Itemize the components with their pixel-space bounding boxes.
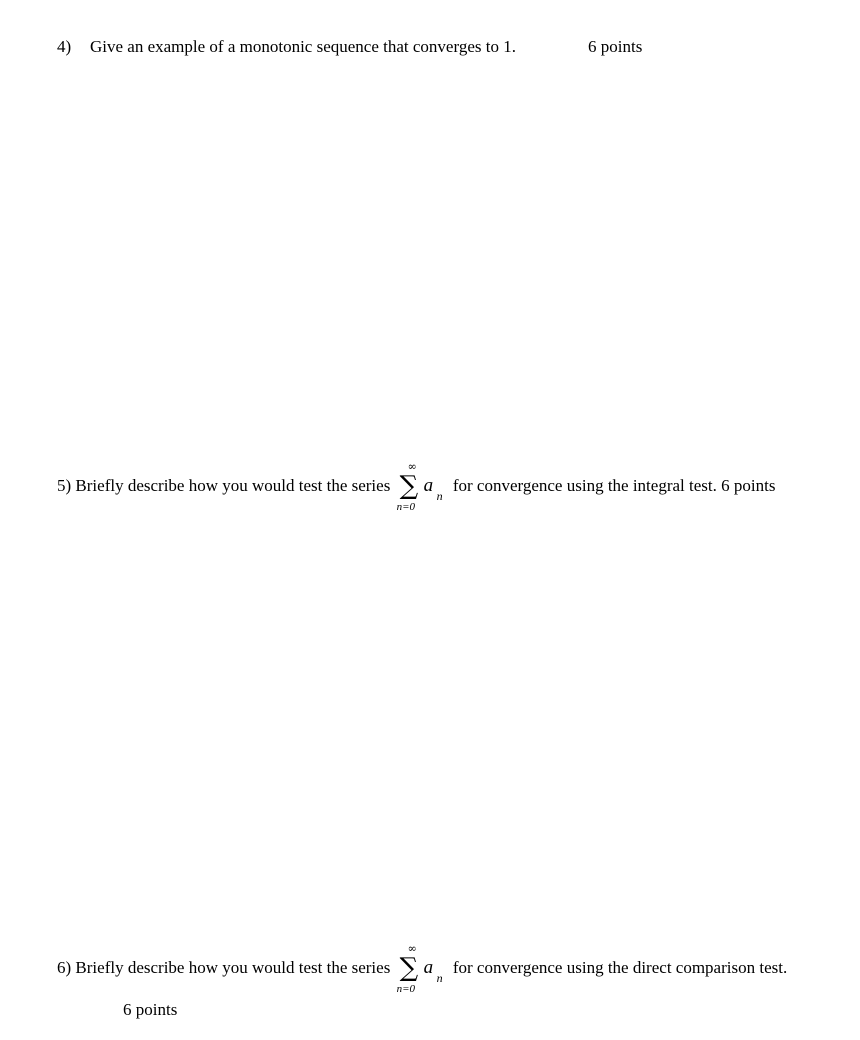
question-5 [57, 460, 776, 513]
series-lower-limit: n=0 [396, 501, 416, 513]
series-term-subscript: n [436, 489, 443, 503]
question-number: 6) [57, 958, 72, 977]
question-points: 6 points [721, 476, 776, 495]
question-4 [57, 37, 643, 57]
question-6-points: 6 points [123, 1000, 178, 1019]
sigma-symbol: ∑ [399, 471, 419, 501]
series-upper-limit: ∞ [407, 460, 417, 473]
question-text-before: Briefly describe how you would test the series [75, 958, 391, 977]
question-number: 5) [57, 476, 72, 495]
question-text-before: Briefly describe how you would test the series [75, 476, 391, 495]
series-term: a [423, 475, 434, 496]
series-term-subscript: n [436, 971, 443, 985]
question-number: 4) [57, 37, 72, 56]
question-points: 6 points [588, 37, 643, 56]
series-formula [395, 942, 449, 995]
series-upper-limit: ∞ [407, 942, 417, 955]
question-6 [57, 942, 788, 995]
series-formula [395, 460, 449, 513]
question-text-after: for convergence using the direct comparison test. [452, 958, 788, 977]
question-text: Give an example of a monotonic sequence that converges to 1. [90, 37, 516, 56]
question-text-after: for convergence using the integral test. [452, 476, 717, 495]
series-lower-limit: n=0 [396, 983, 416, 995]
series-term: a [423, 957, 434, 978]
sigma-symbol: ∑ [399, 953, 419, 983]
